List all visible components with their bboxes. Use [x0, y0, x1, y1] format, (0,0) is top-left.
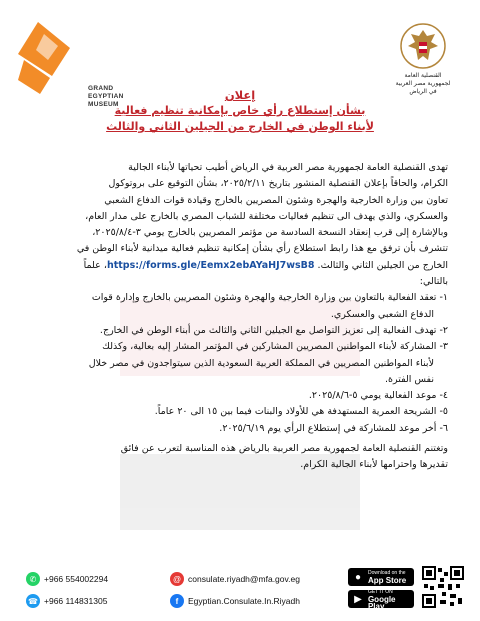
- apple-icon: ●: [354, 571, 362, 583]
- whatsapp-number: +966 554002294: [44, 574, 109, 584]
- consulate-logo: [378, 22, 468, 117]
- facebook-contact[interactable]: [170, 594, 300, 608]
- intro-line: الكرام، والحاقاً بإعلان القنصلية المنشور بتاريخ ٢٠٢٥/٢/١١، بشأن التوقيع على بروتوكول: [108, 178, 448, 190]
- google-play-badge[interactable]: ▶ GET IT ON Google Play: [348, 590, 414, 608]
- phone-icon: ☎: [26, 594, 40, 608]
- facebook-page: Egyptian.Consulate.In.Riyadh: [188, 596, 300, 606]
- survey-link[interactable]: https://forms.gle/Eemx2ebAYaHJ7wsB8: [106, 259, 315, 271]
- qr-code-icon[interactable]: [422, 566, 464, 608]
- closing-line: وتغتنم القنصلية العامة لجمهورية مصر العربية بالرياض هذه المناسبة لتعرب عن فائق: [120, 443, 448, 455]
- list-item: نفس الفترة.: [384, 373, 434, 385]
- phone-contact[interactable]: [26, 594, 107, 608]
- list-item: ٤- موعد الفعالية يومي ٥-٢٠٢٥/٨/٦.: [308, 390, 448, 402]
- app-store-badge[interactable]: ● Download on the App Store: [348, 568, 414, 586]
- link-line-suffix: ، علماً: [83, 259, 107, 271]
- intro-line: وبالإشارة إلى قرب إنعقاد النسخة السادسة من مؤتمر المصريين بالخارج يومي ٣-٢٠٢٥/٨/٤،: [92, 227, 448, 239]
- email-icon: @: [170, 572, 184, 586]
- list-item: ٣- المشاركة لأبناء المواطنين المصريين المشاركين في المؤتمر المشار إليه بعالية، وكذلك: [102, 341, 448, 353]
- email-address: consulate.riyadh@mfa.gov.eg: [188, 574, 300, 584]
- event-details-list: [36, 290, 448, 437]
- letter-body: [36, 160, 448, 474]
- subject-line-2: لأبناء الوطن في الخارج من الجيلين الثاني والثالث: [106, 120, 374, 133]
- list-item: ٢- تهدف الفعالية إلى تعزيز التواصل مع الجيلين الثاني والثالث من أبناء الوطن في الخارج.: [99, 324, 448, 336]
- link-line: [36, 258, 448, 274]
- list-item: لأبناء المواطنين المصريين في المملكة العربية السعودية الذين سيتواجدون في مصر خلال: [88, 357, 434, 369]
- intro-line: والعسكري، والذي يهدف الى تنظيم فعاليات مختلفة للشباب المصري بالخارج على مدار العام،: [85, 210, 448, 222]
- follows-label: بالتالي:: [419, 276, 448, 288]
- intro-line: تتشرف بأن ترفق مع هذا رابط استطلاع رأي بشأن إمكانية تنظيم فعالية ميدانية لأبناء الوطن في: [76, 243, 448, 255]
- intro-line: تهدى القنصلية العامة لجمهورية مصر العربية في الرياض أطيب تحياتها لأبناء الجالية: [128, 162, 448, 173]
- subject-line-1: بشأن إستطلاع رأي خاص بإمكانية تنظيم فعالية: [114, 104, 366, 117]
- email-contact[interactable]: [170, 572, 300, 586]
- phone-number: +966 114831305: [44, 596, 108, 606]
- list-item: ١- تعقد الفعالية بالتعاون بين وزارة الخارجية والهجرة وشئون المصريين بالخارج وإدارة قوات: [91, 292, 448, 304]
- closing-line: تقديرها واحترامها لأبناء الجالية الكرام.: [300, 459, 448, 471]
- consulate-name: القنصلية العامة لجمهورية مصر العربية في الرياض: [395, 72, 451, 95]
- list-item: الدفاع الشعبي والعسكري.: [330, 308, 434, 320]
- google-play-icon: ▶: [354, 593, 362, 605]
- list-item: ٥- الشريحة العمرية المستهدفة هي للأولاد والبنات فيما بين ١٥ الى ٢٠ عاماً.: [154, 406, 448, 418]
- list-item: ٦- أخر موعد للمشاركة في إستطلاع الرأي يوم ٢٠٢٥/٦/١٩.: [219, 422, 448, 434]
- eagle-emblem-icon: [400, 22, 446, 72]
- whatsapp-icon: ✆: [26, 572, 40, 586]
- link-line-prefix: الخارج من الجيلين الثاني والثالث.: [317, 259, 448, 271]
- facebook-icon: f: [170, 594, 184, 608]
- announcement-label: إعلان: [224, 88, 256, 102]
- intro-line: تعاون بين وزارة الخارجية والهجرة وشئون المصريين بالخارج وقيادة قوات الدفاع الشعبي: [104, 194, 448, 206]
- gem-logo-text: GRAND EGYPTIAN MUSEUM: [88, 85, 124, 108]
- announcement-title: [90, 87, 390, 135]
- whatsapp-contact[interactable]: [26, 572, 108, 586]
- contact-footer: [18, 564, 464, 612]
